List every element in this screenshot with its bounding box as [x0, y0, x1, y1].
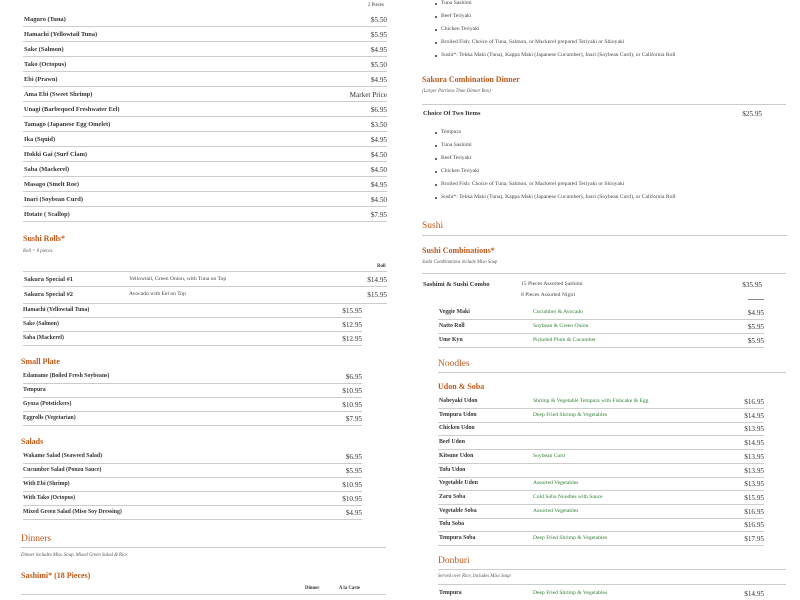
noodle-price: $14.95	[744, 411, 764, 420]
roll-column-header: Roll	[377, 264, 386, 269]
dinners-title: Dinners	[21, 534, 52, 544]
noodle-desc: Assorted Vegetables	[533, 480, 579, 487]
menu-item-name: Unagi (Barbequed Freshwater Eel)	[24, 106, 120, 113]
noodle-desc: Assorted Vegetables	[533, 507, 579, 514]
menu-item-price: Market Price	[349, 91, 387, 99]
noodle-name: Beef Udon	[439, 439, 465, 446]
menu-item-name: Inari (Soybean Curd)	[24, 196, 83, 203]
donburi-note: Served over Rice, Includes Miso Soup	[438, 574, 511, 579]
menu-item-name: Ika (Squid)	[24, 136, 56, 143]
menu-item-price: $4.95	[370, 181, 387, 189]
menu-item-name: Maguro (Tuna)	[24, 16, 66, 23]
noodle-name: Vegetable Soba	[439, 507, 477, 514]
donburi-desc: Deep Fried Shrimp & Vegetables	[533, 590, 608, 596]
noodle-price: $16.95	[744, 507, 764, 516]
dinner-box-option: Beef Teriyaki	[441, 13, 472, 19]
noodle-price: $16.95	[744, 521, 764, 530]
divider	[23, 519, 362, 520]
divider	[438, 435, 764, 436]
noodle-desc: Shrimp & Vegetable Tempura with Fishcake & Egg	[533, 398, 649, 404]
sashimi-title: Sashimi* (18 Pieces)	[21, 571, 91, 580]
dinner-box-option: Chicken Teriyaki	[441, 26, 480, 32]
special-roll-price: $15.95	[367, 291, 387, 299]
menu-item-name: Tako (Octopus)	[24, 61, 67, 68]
combo-option: Broiled Fish: Choice of Tuna, Salmon, or Mackerel prepared Teriyaki or Shioyaki	[441, 181, 625, 187]
divider	[438, 319, 764, 320]
noodle-desc: Deep Fried Shrimp & Vegetables	[533, 535, 608, 541]
sushi-combos-title: Sushi Combinations*	[422, 246, 495, 255]
maki-price: $5.95	[747, 323, 764, 331]
sushi-rolls-title: Sushi Rolls*	[23, 234, 66, 243]
noodle-desc: Deep Fried Shrimp & Vegetables	[533, 411, 608, 418]
bullet-icon	[435, 55, 437, 57]
pieces-header: 2 Pieces	[368, 3, 384, 8]
sashimi-sushi-combo-price: $35.95	[742, 281, 762, 289]
divider	[23, 131, 387, 132]
small-plate-price: $10.95	[342, 401, 362, 409]
noodle-name: Kitsune Udon	[439, 452, 474, 459]
menu-item-name: Tamago (Japanese Egg Omelet)	[24, 121, 111, 128]
divider	[23, 161, 387, 162]
special-roll-desc: Yellowtail, Green Onion, with Tuna on Top	[129, 276, 227, 282]
salad-name: Cucumber Salad (Ponzu Sauce)	[23, 467, 102, 473]
divider	[438, 569, 786, 570]
donburi-title: Donburi	[438, 556, 470, 566]
noodle-name: Tofu Soba	[439, 521, 465, 528]
bullet-icon	[435, 16, 437, 18]
dinners-note: Dinner includes Miso Soup, Mixed Green Salad & Rice	[21, 553, 128, 558]
divider	[23, 331, 362, 332]
menu-item-name: Masago (Smelt Roe)	[24, 181, 80, 188]
menu-item-price: $5.50	[370, 61, 387, 69]
roll-price: $15.95	[342, 307, 362, 315]
divider	[438, 490, 764, 491]
divider	[438, 504, 764, 505]
divider	[438, 477, 764, 478]
noodle-price: $15.95	[744, 493, 764, 502]
divider	[23, 206, 387, 207]
noodle-price: $13.95	[744, 466, 764, 475]
roll-name: Hamachi (Yellowtail Tuna)	[23, 307, 90, 313]
maki-name: Ume Kyu	[439, 337, 463, 343]
maki-desc: Pickeled Plum & Cucumber	[533, 337, 596, 343]
menu-item-price: $7.95	[370, 211, 387, 219]
divider	[23, 116, 387, 117]
noodle-desc: Soybean Curd	[533, 452, 565, 459]
noodle-desc: Cold Soba Noodles with Sauce	[533, 493, 603, 500]
divider	[438, 422, 764, 423]
salad-price: $10.95	[342, 495, 362, 503]
special-roll-name: Sakura Special #2	[24, 291, 74, 298]
divider	[23, 86, 387, 87]
salad-name: Wakame Salad (Seaweed Salad)	[23, 453, 103, 459]
divider	[23, 221, 387, 222]
salad-name: Mixed Green Salad (Miso Soy Dressing)	[23, 509, 122, 515]
small-plate-price: $6.95	[345, 373, 362, 381]
noodle-name: Tempura Udon	[439, 411, 477, 418]
sashimi-sushi-combo-desc2: 8 Pieces Assorted Nigiri	[521, 292, 576, 298]
roll-name: Sake (Salmon)	[23, 321, 59, 327]
salad-price: $10.95	[342, 481, 362, 489]
maki-name: Veggie Maki	[439, 309, 470, 315]
small-plate-name: Eggrolls (Vegetarian)	[23, 415, 76, 421]
maki-price: $4.95	[747, 309, 764, 317]
divider	[23, 463, 362, 464]
noodle-price: $13.95	[744, 425, 764, 434]
small-plate-price: $7.95	[345, 415, 362, 423]
menu-item-price: $5.50	[370, 16, 387, 24]
combo-option: Sushi*: Tekka Maki (Tuna), Kappa Maki (Japanese Cucumber), Inari (Soybean Curd), or California Roll	[441, 194, 676, 200]
noodle-price: $14.95	[744, 439, 764, 448]
small-plate-name: Edamame (Boiled Fresh Soybeans)	[23, 373, 110, 379]
dinner-column-header: Dinner	[305, 586, 320, 591]
donburi-price: $14.95	[744, 590, 764, 598]
divider	[23, 317, 362, 318]
bullet-icon	[435, 171, 437, 173]
roll-price: $12.95	[342, 321, 362, 329]
ala-carte-column-header: A la Carte	[339, 586, 361, 591]
divider	[23, 411, 362, 412]
bullet-icon	[435, 197, 437, 199]
divider	[21, 547, 386, 548]
noodle-name: Tempura Soba	[439, 535, 476, 541]
divider	[438, 518, 764, 519]
divider	[422, 235, 787, 236]
maki-desc: Soybean & Green Onion	[533, 323, 589, 329]
choice-of-two-label: Choice Of Two Items	[423, 110, 481, 117]
special-roll-desc: Avocado with Eel on Top	[129, 291, 186, 297]
divider	[438, 449, 764, 450]
divider	[438, 545, 764, 546]
divider	[438, 333, 764, 334]
divider	[422, 273, 786, 274]
combo-option: Chicken Teriyaki	[441, 168, 480, 174]
noodle-name: Vegetable Udon	[439, 480, 478, 487]
divider	[23, 146, 387, 147]
sakura-combo-title: Sakura Combination Dinner	[422, 75, 520, 84]
donburi-name: Tempura	[439, 590, 462, 596]
dinner-box-option: Tuna Sashimi	[441, 0, 472, 6]
menu-item-name: Hotate ( Scallop)	[24, 211, 70, 218]
menu-item-price: $5.95	[370, 31, 387, 39]
combo-option: Tempura	[441, 129, 461, 135]
maki-price: $5.95	[747, 337, 764, 345]
menu-item-price: $4.95	[370, 46, 387, 54]
menu-item-price: $4.95	[370, 136, 387, 144]
salad-price: $5.95	[345, 467, 362, 475]
noodle-name: Chicken Udon	[439, 425, 475, 432]
menu-item-name: Saba (Mackerel)	[24, 166, 70, 173]
salads-title: Salads	[21, 437, 44, 446]
maki-desc: Cucumber & Avocado	[533, 309, 583, 315]
roll-note: Roll = 8 pieces.	[23, 249, 54, 254]
divider	[23, 71, 387, 72]
divider	[21, 594, 386, 595]
dinner-box-option: Sushi*: Tekka Maki (Tuna), Kappa Maki (Japanese Cucumber), Inari (Soybean Curd), or California Roll	[441, 52, 676, 58]
roll-name: Saba (Mackerel)	[23, 335, 64, 341]
divider	[23, 101, 387, 102]
divider	[438, 463, 764, 464]
maki-name: Natto Roll	[439, 323, 465, 329]
divider	[438, 372, 786, 373]
menu-item-name: Hamachi (Yellowtail Tuna)	[24, 31, 98, 38]
bullet-icon	[435, 184, 437, 186]
divider	[748, 299, 764, 300]
bullet-icon	[435, 132, 437, 134]
menu-item-price: $4.50	[370, 151, 387, 159]
divider	[23, 477, 362, 478]
divider	[23, 41, 387, 42]
menu-item-name: Ama Ebi (Sweet Shrimp)	[24, 91, 93, 98]
divider	[422, 104, 786, 105]
menu-item-price: $4.50	[370, 196, 387, 204]
sashimi-sushi-combo-desc1: 15 Pieces Assorted Sashimi	[521, 281, 583, 287]
divider	[23, 26, 387, 27]
divider	[23, 345, 362, 346]
divider	[23, 491, 362, 492]
menu-item-price: $3.50	[370, 121, 387, 129]
divider	[438, 347, 764, 348]
sakura-combo-note: (Larger Portions Than Dinner Box)	[422, 89, 491, 94]
small-plate-name: Gyoza (Potstickers)	[23, 401, 72, 407]
divider	[23, 505, 362, 506]
noodles-title: Noodles	[438, 359, 470, 369]
bullet-icon	[435, 158, 437, 160]
menu-item-price: $4.50	[370, 166, 387, 174]
divider	[23, 303, 387, 304]
sushi-title: Sushi	[422, 221, 444, 231]
special-roll-name: Sakura Special #1	[24, 276, 74, 283]
divider	[23, 56, 387, 57]
divider	[23, 425, 362, 426]
dinner-box-option: Broiled Fish: Choice of Tuna, Salmon, or Mackerel prepared Teriyaki or Shioyaki	[441, 39, 625, 45]
menu-item-name: Hokki Gai (Surf Clam)	[24, 151, 88, 158]
noodle-name: Tofu Udon	[439, 466, 466, 473]
bullet-icon	[435, 145, 437, 147]
noodle-name: Zaru Soba	[439, 493, 466, 500]
small-plate-name: Tempura	[23, 387, 46, 393]
bullet-icon	[435, 29, 437, 31]
bullet-icon	[435, 42, 437, 44]
choice-of-two-price: $25.95	[742, 110, 762, 118]
udon-soba-title: Udon & Soba	[438, 382, 485, 391]
salad-name: With Ebi (Shrimp)	[23, 481, 70, 487]
divider	[23, 286, 387, 287]
small-plate-price: $10.95	[342, 387, 362, 395]
divider	[438, 531, 764, 532]
salad-price: $6.95	[345, 453, 362, 461]
noodle-price: $17.95	[744, 535, 764, 543]
noodle-price: $13.95	[744, 452, 764, 461]
menu-item-name: Ebi (Prawn)	[24, 76, 58, 83]
salad-name: With Tako (Octopus)	[23, 495, 76, 501]
special-roll-price: $14.95	[367, 276, 387, 284]
roll-price: $12.95	[342, 335, 362, 343]
divider	[438, 584, 786, 585]
divider	[23, 191, 387, 192]
noodle-name: Nabeyaki Udon	[439, 398, 478, 404]
menu-item-price: $6.95	[370, 106, 387, 114]
noodle-price: $16.95	[744, 398, 764, 406]
menu-item-price: $4.95	[370, 76, 387, 84]
menu-item-name: Sake (Salmon)	[24, 46, 64, 53]
divider	[23, 383, 362, 384]
combo-option: Tuna Sashimi	[441, 142, 472, 148]
bullet-icon	[435, 3, 437, 5]
salad-price: $4.95	[345, 509, 362, 517]
small-plate-title: Small Plate	[21, 357, 60, 366]
divider	[438, 408, 764, 409]
divider	[23, 176, 387, 177]
sashimi-sushi-combo-name: Sashimi & Sushi Combo	[423, 281, 490, 288]
combo-option: Beef Teriyaki	[441, 155, 472, 161]
sushi-combos-note: Sushi Combinations include Miso Soup	[422, 260, 498, 265]
divider	[23, 397, 362, 398]
divider	[23, 271, 387, 272]
noodle-price: $13.95	[744, 480, 764, 489]
